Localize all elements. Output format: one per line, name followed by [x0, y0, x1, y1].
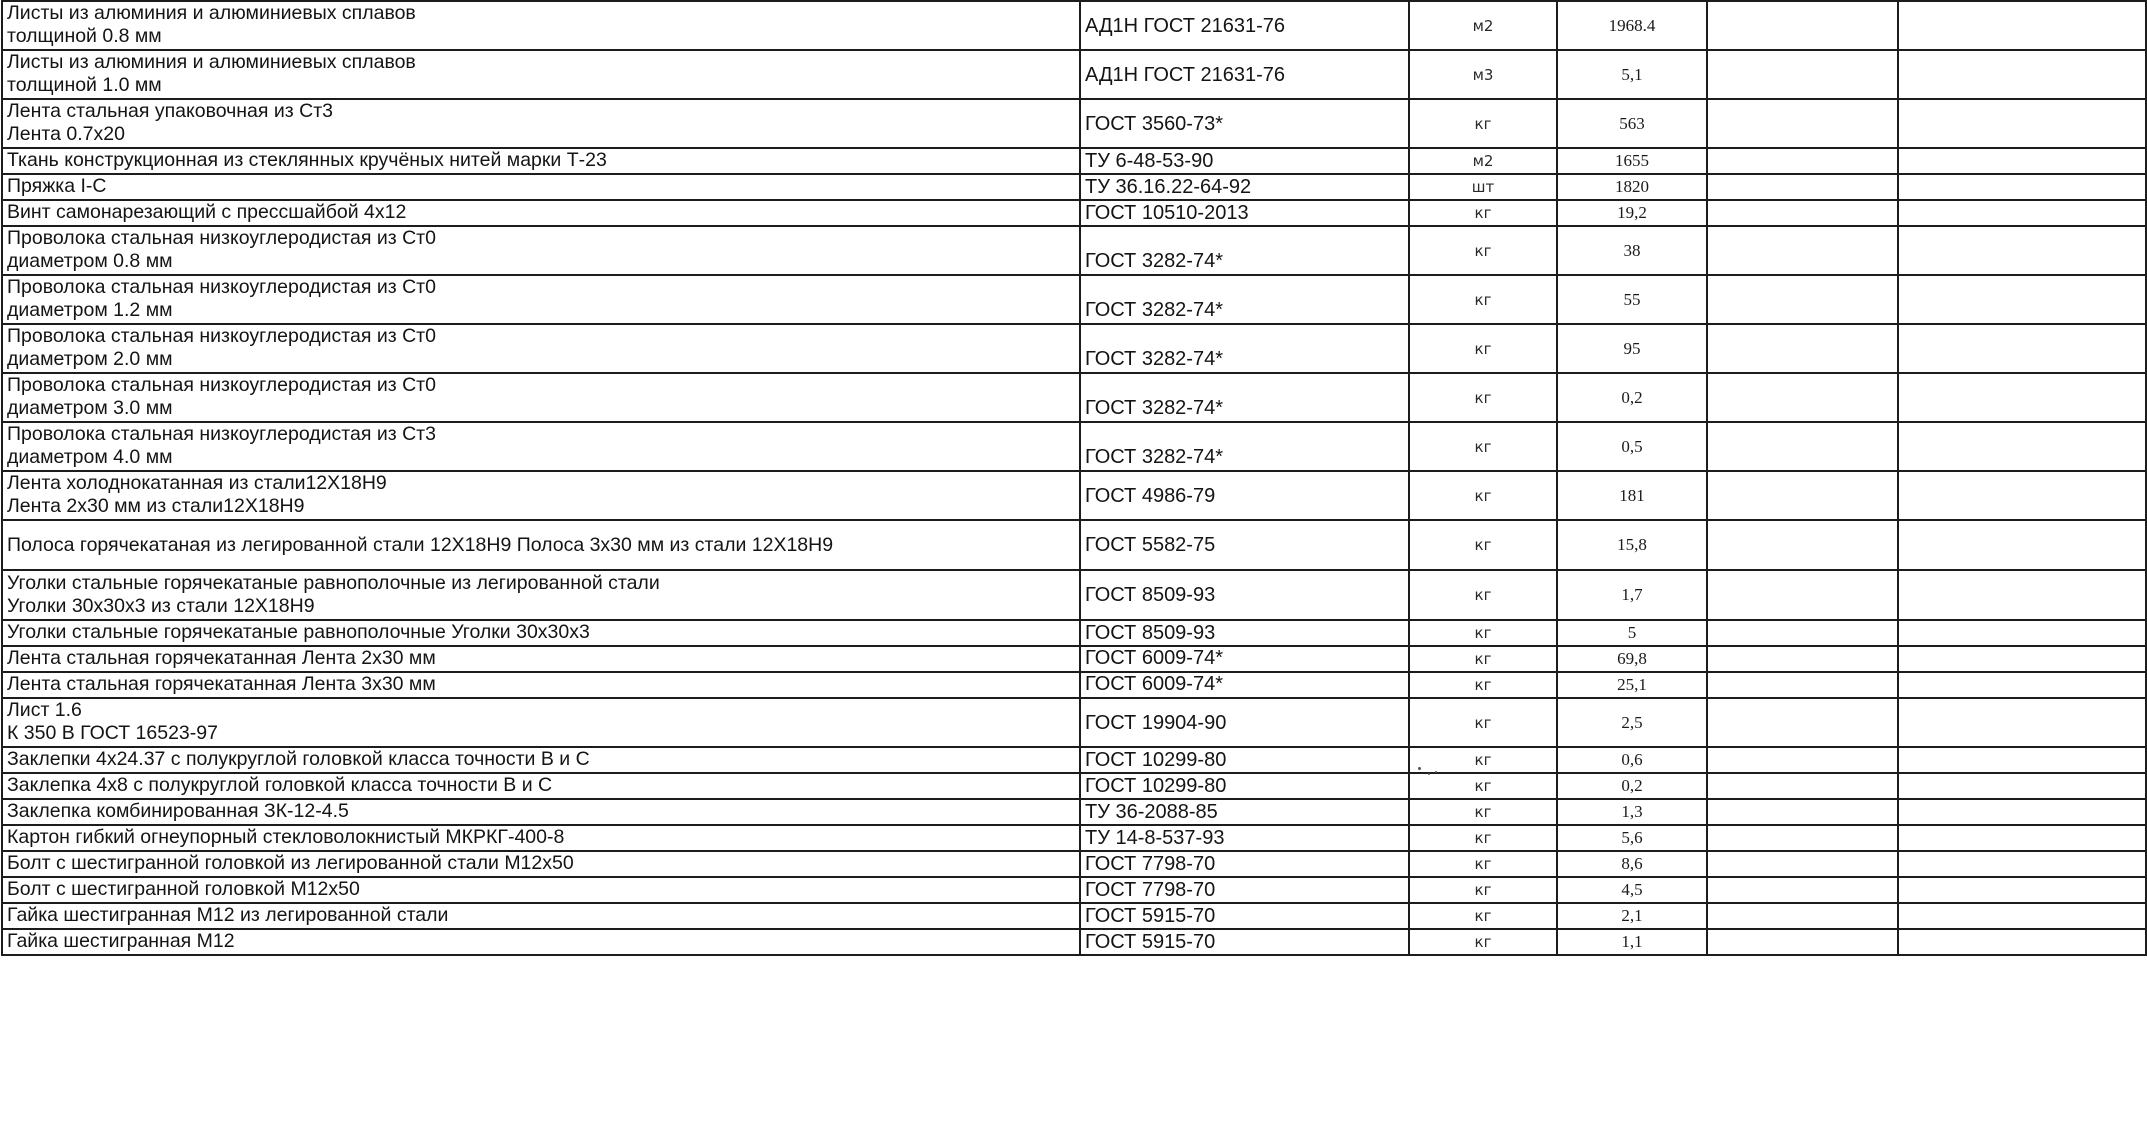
empty-cell	[1707, 200, 1898, 226]
empty-cell	[1707, 174, 1898, 200]
material-name-cell	[2, 851, 1080, 877]
material-name-line: Уголки стальные горячекатаные равнополочные Уголки 30х30х3	[7, 621, 590, 643]
empty-cell	[1898, 226, 2146, 275]
quantity-cell: 95	[1557, 324, 1707, 373]
empty-cell	[1898, 50, 2146, 99]
material-name-cell	[2, 646, 1080, 672]
empty-cell	[1898, 877, 2146, 903]
quantity-cell: 563	[1557, 99, 1707, 148]
quantity-cell: 1,7	[1557, 570, 1707, 620]
table-row	[2, 620, 2146, 646]
material-name-line: Уголки 30х30х3 из стали 12Х18Н9	[7, 595, 315, 617]
table-row	[2, 324, 2146, 373]
standard-cell: ГОСТ 7798-70	[1080, 851, 1409, 877]
material-name-line: Листы из алюминия и алюминиевых сплавов	[7, 2, 416, 24]
material-name-line: диаметром 0.8 мм	[7, 250, 173, 272]
table-row	[2, 877, 2146, 903]
unit-cell: кг	[1409, 275, 1557, 324]
material-name-cell	[2, 174, 1080, 200]
empty-cell	[1707, 825, 1898, 851]
quantity-cell: 1,1	[1557, 929, 1707, 955]
material-name-cell	[2, 929, 1080, 955]
empty-cell	[1707, 851, 1898, 877]
quantity-cell: 8,6	[1557, 851, 1707, 877]
standard-cell: ТУ 36.16.22-64-92	[1080, 174, 1409, 200]
quantity-cell: 15,8	[1557, 520, 1707, 570]
material-name-cell	[2, 50, 1080, 99]
unit-cell: кг	[1409, 747, 1557, 773]
material-name-line: диаметром 3.0 мм	[7, 397, 173, 419]
standard-cell: ГОСТ 10510-2013	[1080, 200, 1409, 226]
standard-cell: ГОСТ 3282-74*	[1080, 324, 1409, 373]
quantity-cell: 1655	[1557, 148, 1707, 174]
quantity-cell: 0,5	[1557, 422, 1707, 471]
material-name-cell	[2, 373, 1080, 422]
unit-cell: кг	[1409, 646, 1557, 672]
table-row	[2, 520, 2146, 570]
standard-cell: АД1Н ГОСТ 21631-76	[1080, 50, 1409, 99]
material-name-line: Ткань конструкционная из стеклянных кручёных нитей марки Т-23	[7, 149, 607, 171]
table-row	[2, 471, 2146, 520]
material-name-cell	[2, 324, 1080, 373]
material-name-line: Лента 0.7х20	[7, 123, 125, 145]
standard-cell: ГОСТ 8509-93	[1080, 620, 1409, 646]
table-row	[2, 200, 2146, 226]
unit-cell: м2	[1409, 148, 1557, 174]
unit-cell: кг	[1409, 200, 1557, 226]
unit-cell: кг	[1409, 324, 1557, 373]
unit-cell: м2	[1409, 1, 1557, 50]
empty-cell	[1707, 877, 1898, 903]
quantity-cell: 5,6	[1557, 825, 1707, 851]
standard-cell: ГОСТ 6009-74*	[1080, 672, 1409, 698]
empty-cell	[1898, 646, 2146, 672]
material-name-line: Заклепки 4х24.37 с полукруглой головкой класса точности В и С	[7, 748, 590, 770]
standard-cell: ГОСТ 3282-74*	[1080, 373, 1409, 422]
empty-cell	[1707, 698, 1898, 747]
unit-cell: кг	[1409, 929, 1557, 955]
unit-cell: кг	[1409, 471, 1557, 520]
material-name-line: Болт с шестигранной головкой из легированной стали М12х50	[7, 852, 574, 874]
quantity-cell: 55	[1557, 275, 1707, 324]
material-name-cell	[2, 148, 1080, 174]
materials-table-body	[2, 1, 2146, 955]
empty-cell	[1707, 324, 1898, 373]
material-name-cell	[2, 570, 1080, 620]
empty-cell	[1898, 1, 2146, 50]
material-name-cell	[2, 226, 1080, 275]
empty-cell	[1898, 773, 2146, 799]
table-row	[2, 422, 2146, 471]
empty-cell	[1707, 903, 1898, 929]
table-row	[2, 275, 2146, 324]
standard-cell: ГОСТ 5915-70	[1080, 929, 1409, 955]
empty-cell	[1898, 200, 2146, 226]
table-row	[2, 747, 2146, 773]
table-row	[2, 672, 2146, 698]
empty-cell	[1898, 851, 2146, 877]
empty-cell	[1898, 929, 2146, 955]
standard-cell: ГОСТ 7798-70	[1080, 877, 1409, 903]
quantity-cell: 38	[1557, 226, 1707, 275]
material-name-cell	[2, 747, 1080, 773]
table-row	[2, 50, 2146, 99]
standard-cell: ГОСТ 5915-70	[1080, 903, 1409, 929]
empty-cell	[1898, 825, 2146, 851]
material-name-line: Полоса горячекатаная из легированной стали 12Х18Н9 Полоса 3х30 мм из стали 12Х18Н9	[7, 533, 834, 556]
empty-cell	[1898, 520, 2146, 570]
standard-cell: ГОСТ 3282-74*	[1080, 226, 1409, 275]
standard-cell: ГОСТ 10299-80	[1080, 773, 1409, 799]
material-name-line: Болт с шестигранной головкой М12х50	[7, 878, 360, 900]
table-row	[2, 226, 2146, 275]
empty-cell	[1707, 99, 1898, 148]
material-name-line: Проволока стальная низкоуглеродистая из Ст0	[7, 325, 436, 347]
standard-cell: ГОСТ 3282-74*	[1080, 275, 1409, 324]
empty-cell	[1707, 929, 1898, 955]
material-name-line: Проволока стальная низкоуглеродистая из Ст0	[7, 276, 436, 298]
material-name-line: Картон гибкий огнеупорный стекловолокнистый МКРКГ-400-8	[7, 826, 565, 848]
empty-cell	[1707, 799, 1898, 825]
material-name-line: Гайка шестигранная М12	[7, 930, 235, 952]
empty-cell	[1898, 373, 2146, 422]
material-name-line: Лента холоднокатанная из стали12Х18Н9	[7, 472, 387, 494]
standard-cell: ГОСТ 10299-80	[1080, 747, 1409, 773]
standard-cell: ТУ 6-48-53-90	[1080, 148, 1409, 174]
table-row	[2, 929, 2146, 955]
material-name-line: Заклепка 4х8 с полукруглой головкой класса точности В и С	[7, 774, 553, 796]
material-name-line: Лента стальная горячекатанная Лента 2х30 мм	[7, 647, 436, 669]
material-name-line: диаметром 1.2 мм	[7, 299, 173, 321]
unit-cell: кг	[1409, 698, 1557, 747]
material-name-line: Гайка шестигранная М12 из легированной стали	[7, 904, 449, 926]
standard-cell: АД1Н ГОСТ 21631-76	[1080, 1, 1409, 50]
empty-cell	[1898, 99, 2146, 148]
material-name-line: Проволока стальная низкоуглеродистая из Ст0	[7, 227, 436, 249]
empty-cell	[1707, 672, 1898, 698]
material-name-line: Уголки стальные горячекатаные равнополочные из легированной стали	[7, 572, 660, 594]
standard-cell: ГОСТ 6009-74*	[1080, 646, 1409, 672]
material-name-line: диаметром 4.0 мм	[7, 446, 173, 468]
material-name-line: толщиной 1.0 мм	[7, 74, 162, 96]
quantity-cell: 19,2	[1557, 200, 1707, 226]
unit-cell: кг	[1409, 520, 1557, 570]
material-name-cell	[2, 200, 1080, 226]
material-name-cell	[2, 773, 1080, 799]
empty-cell	[1707, 422, 1898, 471]
unit-cell: кг	[1409, 825, 1557, 851]
material-name-line: Проволока стальная низкоуглеродистая из Ст0	[7, 374, 436, 396]
unit-cell: кг	[1409, 799, 1557, 825]
material-name-cell	[2, 877, 1080, 903]
empty-cell	[1707, 373, 1898, 422]
material-name-cell	[2, 799, 1080, 825]
empty-cell	[1898, 747, 2146, 773]
quantity-cell: 0,2	[1557, 373, 1707, 422]
standard-cell: ГОСТ 3282-74*	[1080, 422, 1409, 471]
material-name-line: Винт самонарезающий с прессшайбой 4х12	[7, 201, 407, 223]
material-name-cell	[2, 275, 1080, 324]
empty-cell	[1898, 471, 2146, 520]
quantity-cell: 1968.4	[1557, 1, 1707, 50]
empty-cell	[1898, 570, 2146, 620]
quantity-cell: 1,3	[1557, 799, 1707, 825]
empty-cell	[1898, 275, 2146, 324]
materials-table	[1, 0, 2147, 956]
empty-cell	[1707, 275, 1898, 324]
unit-cell: кг	[1409, 851, 1557, 877]
quantity-cell: 5,1	[1557, 50, 1707, 99]
table-row	[2, 903, 2146, 929]
unit-cell: кг	[1409, 226, 1557, 275]
unit-cell: кг	[1409, 620, 1557, 646]
material-name-line: Пряжка I-С	[7, 175, 107, 197]
empty-cell	[1898, 903, 2146, 929]
empty-cell	[1707, 646, 1898, 672]
material-name-line: Лента стальная упаковочная из Ст3	[7, 100, 333, 122]
table-row	[2, 148, 2146, 174]
empty-cell	[1898, 799, 2146, 825]
quantity-cell: 0,2	[1557, 773, 1707, 799]
empty-cell	[1707, 520, 1898, 570]
empty-cell	[1898, 698, 2146, 747]
material-name-cell	[2, 471, 1080, 520]
material-name-line: Лист 1.6	[7, 699, 82, 721]
table-row	[2, 646, 2146, 672]
quantity-cell: 25,1	[1557, 672, 1707, 698]
unit-cell: кг	[1409, 877, 1557, 903]
quantity-cell: 2,5	[1557, 698, 1707, 747]
empty-cell	[1898, 148, 2146, 174]
table-row	[2, 99, 2146, 148]
table-row	[2, 174, 2146, 200]
quantity-cell: 5	[1557, 620, 1707, 646]
empty-cell	[1898, 620, 2146, 646]
unit-cell: кг	[1409, 773, 1557, 799]
standard-cell: ГОСТ 5582-75	[1080, 520, 1409, 570]
quantity-cell: 0,6	[1557, 747, 1707, 773]
empty-cell	[1707, 50, 1898, 99]
empty-cell	[1707, 570, 1898, 620]
material-name-line: Лента 2х30 мм из стали12Х18Н9	[7, 495, 305, 517]
quantity-cell: 69,8	[1557, 646, 1707, 672]
material-name-line: К 350 В ГОСТ 16523-97	[7, 722, 218, 744]
quantity-cell: 181	[1557, 471, 1707, 520]
table-row	[2, 851, 2146, 877]
empty-cell	[1707, 226, 1898, 275]
table-row	[2, 373, 2146, 422]
standard-cell: ГОСТ 19904-90	[1080, 698, 1409, 747]
material-name-line: диаметром 2.0 мм	[7, 348, 173, 370]
standard-cell: ТУ 36-2088-85	[1080, 799, 1409, 825]
empty-cell	[1707, 773, 1898, 799]
empty-cell	[1707, 148, 1898, 174]
quantity-cell: 2,1	[1557, 903, 1707, 929]
unit-cell: шт	[1409, 174, 1557, 200]
table-row	[2, 799, 2146, 825]
material-name-cell	[2, 99, 1080, 148]
empty-cell	[1898, 672, 2146, 698]
empty-cell	[1898, 174, 2146, 200]
material-name-line: Заклепка комбинированная ЗК-12-4.5	[7, 800, 349, 822]
material-name-line: Проволока стальная низкоуглеродистая из Ст3	[7, 423, 436, 445]
quantity-cell: 1820	[1557, 174, 1707, 200]
empty-cell	[1707, 471, 1898, 520]
empty-cell	[1898, 324, 2146, 373]
material-name-cell	[2, 520, 1080, 570]
unit-cell: м3	[1409, 50, 1557, 99]
material-name-line: Лента стальная горячекатанная Лента 3х30 мм	[7, 673, 436, 695]
unit-cell: кг	[1409, 570, 1557, 620]
material-name-cell	[2, 825, 1080, 851]
table-row	[2, 698, 2146, 747]
material-name-cell	[2, 672, 1080, 698]
unit-cell: кг	[1409, 672, 1557, 698]
table-row	[2, 570, 2146, 620]
standard-cell: ГОСТ 8509-93	[1080, 570, 1409, 620]
table-row	[2, 825, 2146, 851]
unit-cell: кг	[1409, 422, 1557, 471]
empty-cell	[1707, 747, 1898, 773]
material-name-cell	[2, 698, 1080, 747]
unit-cell: кг	[1409, 373, 1557, 422]
empty-cell	[1898, 422, 2146, 471]
material-name-cell	[2, 903, 1080, 929]
material-name-line: Листы из алюминия и алюминиевых сплавов	[7, 51, 416, 73]
material-name-cell	[2, 620, 1080, 646]
empty-cell	[1707, 620, 1898, 646]
standard-cell: ТУ 14-8-537-93	[1080, 825, 1409, 851]
unit-cell: кг	[1409, 99, 1557, 148]
standard-cell: ГОСТ 3560-73*	[1080, 99, 1409, 148]
material-name-line: толщиной 0.8 мм	[7, 25, 162, 47]
unit-cell: кг	[1409, 903, 1557, 929]
material-name-cell	[2, 422, 1080, 471]
quantity-cell: 4,5	[1557, 877, 1707, 903]
material-name-cell	[2, 1, 1080, 50]
scan-specks	[1418, 767, 1440, 779]
empty-cell	[1707, 1, 1898, 50]
table-row	[2, 1, 2146, 50]
table-row	[2, 773, 2146, 799]
standard-cell: ГОСТ 4986-79	[1080, 471, 1409, 520]
